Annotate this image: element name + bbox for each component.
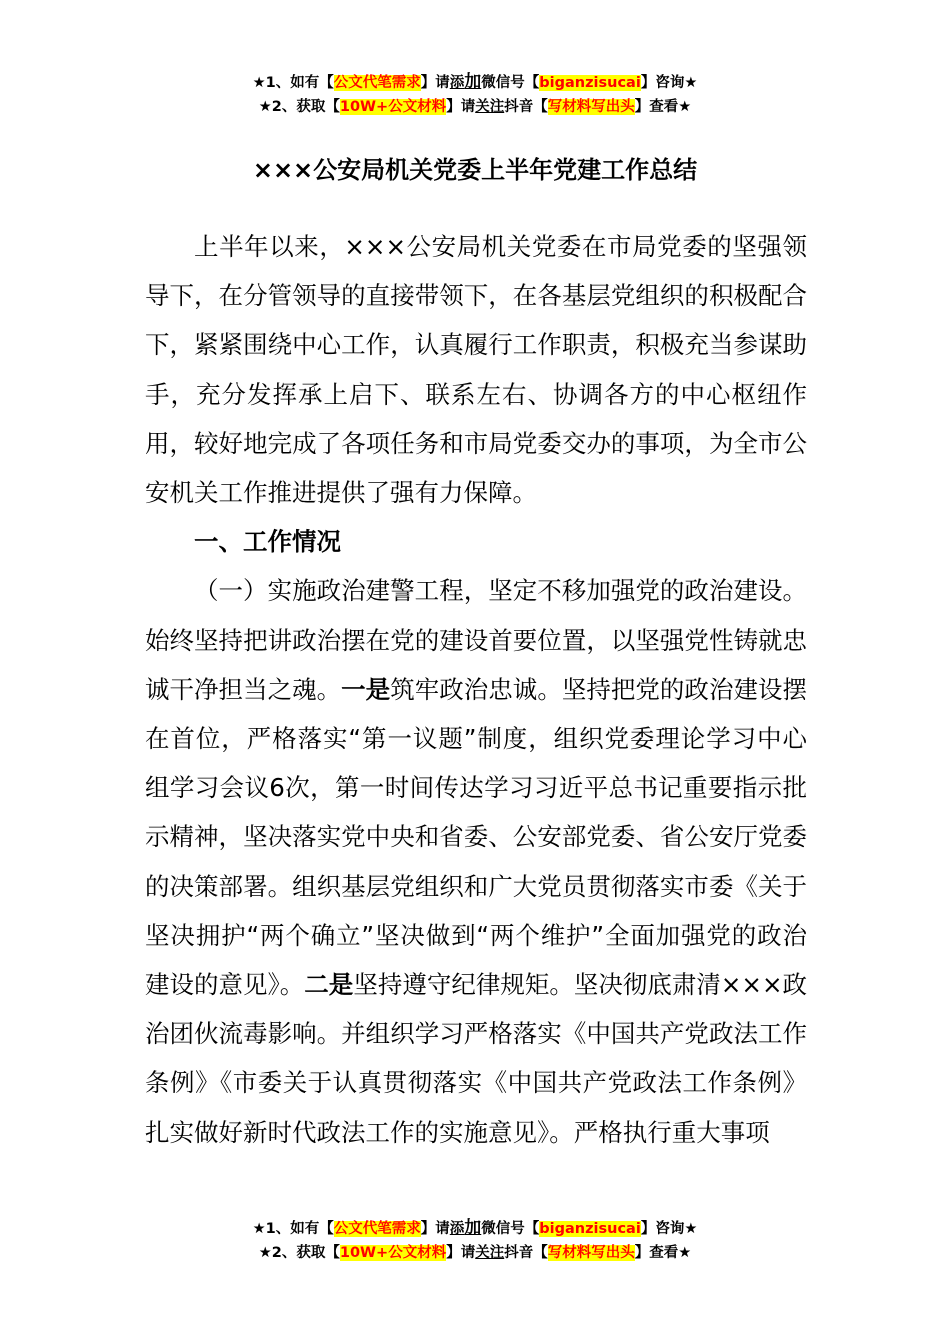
promo-highlight: 10W+公文材料: [339, 99, 447, 115]
document-body: [145, 222, 807, 1157]
top-promo-banner: [0, 70, 950, 119]
promo-line-2: ★2、获取【10W+公文材料】请关注抖音【写材料写出头】查看★: [258, 1245, 692, 1261]
promo-line-1: ★1、如有【公文代笔需求】请添加微信号【biganzisucai】咨询★: [252, 72, 698, 92]
promo-highlight: 10W+公文材料: [339, 1245, 447, 1261]
promo-highlight: 公文代笔需求: [333, 1221, 421, 1237]
promo-douyin-name: 写材料写出头: [547, 1245, 635, 1261]
promo-wechat-id: biganzisucai: [539, 75, 641, 91]
bottom-promo-banner: [0, 1216, 950, 1265]
bold-marker: 一是: [341, 674, 391, 704]
promo-line-1: ★1、如有【公文代笔需求】请添加微信号【biganzisucai】咨询★: [252, 1218, 698, 1238]
intro-paragraph: 上半年以来，×××公安局机关党委在市局党委的坚强领导下，在分管领导的直接带领下，在各基层党组织的积极配合下，紧紧围绕中心工作，认真履行工作职责，积极充当参谋助手，充分发挥承上启下、联系左右、协调各方的中心枢纽作用，较好地完成了各项任务和市局党委交办的事项，为全市公安机关工作推进提供了强有力保障。: [145, 232, 807, 508]
promo-line-2: ★2、获取【10W+公文材料】请关注抖音【写材料写出头】查看★: [258, 99, 692, 115]
body-paragraph: （一）实施政治建警工程，坚定不移加强党的政治建设。始终坚持把讲政治摆在党的建设首要位置，以坚强党性铸就忠诚干净担当之魂。一是筑牢政治忠诚。坚持把党的政治建设摆在首位，严格落实“第一议题”制度，组织党委理论学习中心组学习会议6次，第一时间传达学习习近平总书记重要指示批示精神，坚决落实党中央和省委、公安部党委、省公安厅党委的决策部署。组织基层党组织和广大党员贯彻落实市委《关于坚决拥护“两个确立”坚决做到“两个维护”全面加强党的政治建设的意见》。二是坚持遵守纪律规矩。坚决彻底肃清×××政治团伙流毒影响。并组织学习严格落实《中国共产党政法工作条例》《市委关于认真贯彻落实《中国共产党政法工作条例》扎实做好新时代政法工作的实施意见》。严格执行重大事项: [145, 576, 808, 1147]
promo-highlight: 公文代笔需求: [333, 75, 421, 91]
document-title: ×××公安局机关党委上半年党建工作总结: [252, 156, 698, 184]
promo-wechat-id: biganzisucai: [539, 1221, 641, 1237]
promo-douyin-name: 写材料写出头: [547, 99, 635, 115]
bold-marker: 二是: [304, 970, 354, 1000]
section-heading: 一、工作情况: [194, 527, 341, 557]
